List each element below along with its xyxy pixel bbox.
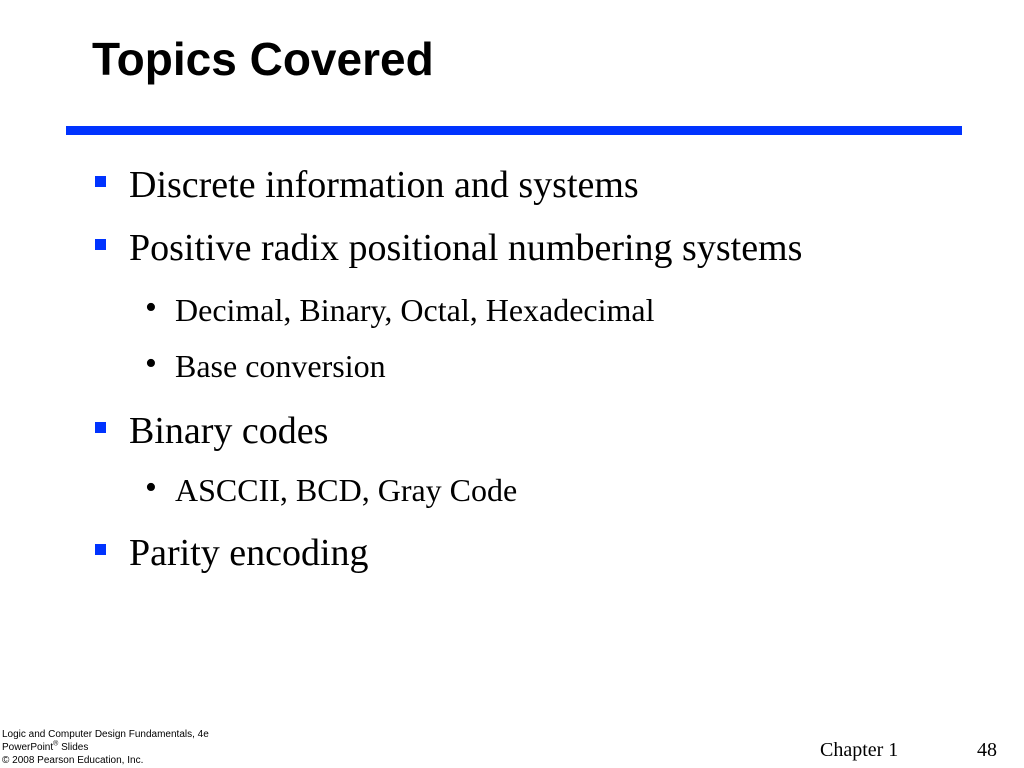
round-bullet-icon: • (145, 469, 157, 506)
round-bullet-icon: • (145, 289, 157, 326)
round-bullet-icon: • (145, 345, 157, 382)
chapter-label: Chapter 1 (820, 739, 899, 761)
square-bullet-icon (95, 422, 106, 433)
bullet-text: Positive radix positional numbering systems (129, 227, 803, 269)
square-bullet-icon (95, 544, 106, 555)
bullet-text: Decimal, Binary, Octal, Hexadecimal (175, 292, 655, 328)
bullet-text: Discrete information and systems (129, 164, 639, 206)
footer-slides-label: PowerPoint® Slides (2, 740, 89, 753)
footer-copyright: © 2008 Pearson Education, Inc. (2, 755, 144, 766)
slide-title: Topics Covered (92, 33, 434, 85)
bullet-text: Binary codes (129, 410, 329, 452)
bullet-text: Parity encoding (129, 532, 369, 574)
square-bullet-icon (95, 176, 106, 187)
bullet-text: Base conversion (175, 348, 386, 384)
footer-credits (2, 728, 209, 767)
page-number: 48 (977, 739, 997, 761)
footer-book-title: Logic and Computer Design Fundamentals, 4e (2, 729, 209, 740)
square-bullet-icon (95, 239, 106, 250)
bullet-text: ASCCII, BCD, Gray Code (175, 472, 518, 508)
